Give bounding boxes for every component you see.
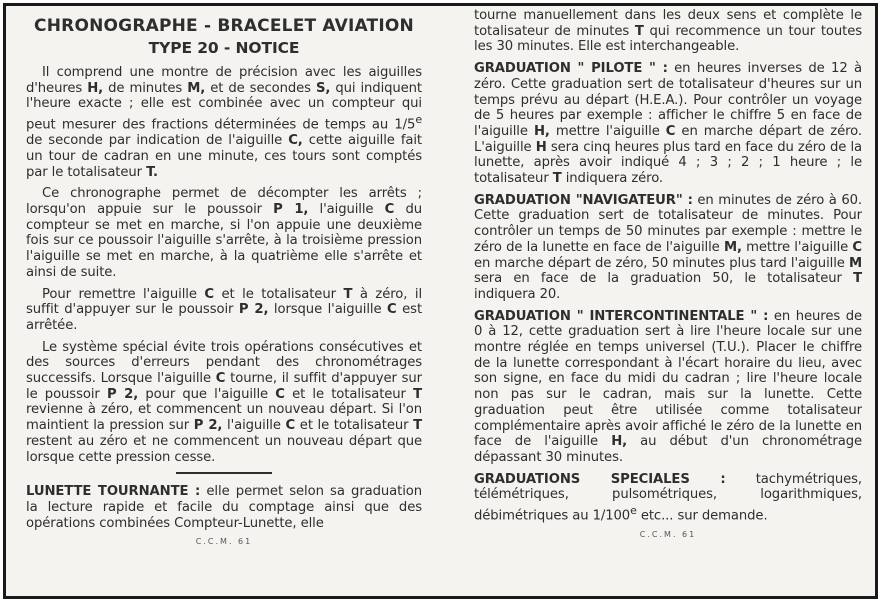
- document-subtitle: TYPE 20 - NOTICE: [148, 39, 300, 57]
- paragraph-remise-zero: Pour remettre l'aiguille C et le totalisateur T à zéro, il suffit d'appuyer sur le poussoir P 2, lorsque l'aiguille C est arrêtée.: [26, 286, 423, 333]
- right-column: [474, 6, 862, 540]
- document-title: CHRONOGRAPHE - BRACELET AVIATION: [34, 16, 414, 36]
- page-mark-right: C.C.M. 61: [639, 530, 697, 540]
- paragraph-lunette-tournante: LUNETTE TOURNANTE : elle permet selon sa graduation la lecture rapide et facile du comptage ainsi que des opérations combinées Compteur-Lunette, elle: [26, 484, 422, 531]
- paragraph-arrets: Ce chronographe permet de décompter les arrêts ; lorsqu'on appuie sur le poussoir P 1, l'aiguille C du compteur se met en marche, si l'on appuie une deuxième fois sur ce poussoir l'aiguille s'arrête, à la troisième pression l'aiguille se met en marche, à la quatrième elle s'arrête et ainsi de suite.: [26, 186, 422, 280]
- paragraph-systeme-special: Le système spécial évite trois opérations consécutives et des sources d'erreurs pendant des chronométrages successifs. Lorsque l'aiguille C tourne, il suffit d'appuyer sur le poussoir P 2, pour que l'aiguille C et le totalisateur T revienne à zéro, et commencent un nouveau départ. Si l'on maintient la pression sur P 2, l'aiguille C et le totalisateur T restent au zéro et ne commencent un nouveau départ que lorsque cette pression cesse.: [26, 339, 422, 465]
- section-divider: [176, 472, 272, 474]
- paragraph-graduation-pilote: GRADUATION " PILOTE " : en heures inverses de 12 à zéro. Cette graduation sert de totalisateur d'heures sur un temps prévu au départ (H.E.A.). Pour contrôler un voyage de 5 heures par exemple : afficher le chiffre 5 en face de l'aiguille H, mettre l'aiguille C en marche départ de zéro. L'aiguille H sera cinq heures plus tard en face du zéro de la lunette, après avoir indiqué 4 ; 3 ; 2 ; 1 heure ; le totalisateur T indiquera zéro.: [474, 61, 863, 187]
- paragraph-graduation-intercontinentale: GRADUATION " INTERCONTINENTALE " : en heures de 0 à 12, cette graduation sert à lire l'heure locale sur une montre réglée en temps universel (T.U.). Placer le chiffre de la lunette correspondant à l'écart horaire du lieu, avec son signe, en face du midi du cadran ; lire l'heure locale non pas sur le cadran, mais sur la lunette. Cette graduation peut être utilisée comme totalisateur complémentaire après avoir affiché le zéro de la lunette en face de l'aiguille H, au début d'un chronométrage dépassant 30 minutes.: [474, 308, 862, 465]
- paragraph-graduations-speciales: GRADUATIONS SPECIALES : tachymétriques, télémétriques, pulsométriques, logarithmiques, débimétriques au 1/100e etc... sur demande.: [474, 471, 862, 524]
- paragraph-intro: Il comprend une montre de précision avec les aiguilles d'heures H, de minutes M, et de secondes S, qui indiquent l'heure exacte ; elle est combinée avec un compteur qui peut mesurer des fractions déterminées de temps au 1/5e de seconde par indication de l'aiguille C, cette aiguille fait un tour de cadran en une minute, ces tours sont comptés par le totalisateur T.: [26, 65, 422, 180]
- paragraph-lunette-suite: tourne manuellement dans les deux sens et complète le totalisateur de minutes T qui recommence un tour toutes les 30 minutes. Elle est interchangeable.: [474, 8, 862, 55]
- paragraph-graduation-navigateur: GRADUATION "NAVIGATEUR" : en minutes de zéro à 60. Cette graduation sert de totalisateur de minutes. Pour contrôler un temps de 50 minutes par exemple : mettre le zéro de la lunette en face de l'aiguille M, mettre l'aiguille C en marche départ de zéro, 50 minutes plus tard l'aiguille M sera en face de la graduation 50, le totalisateur T indiquera 20.: [474, 192, 863, 302]
- left-column: [26, 6, 422, 547]
- document-page: [3, 3, 878, 599]
- page-mark-left: C.C.M. 61: [195, 537, 253, 547]
